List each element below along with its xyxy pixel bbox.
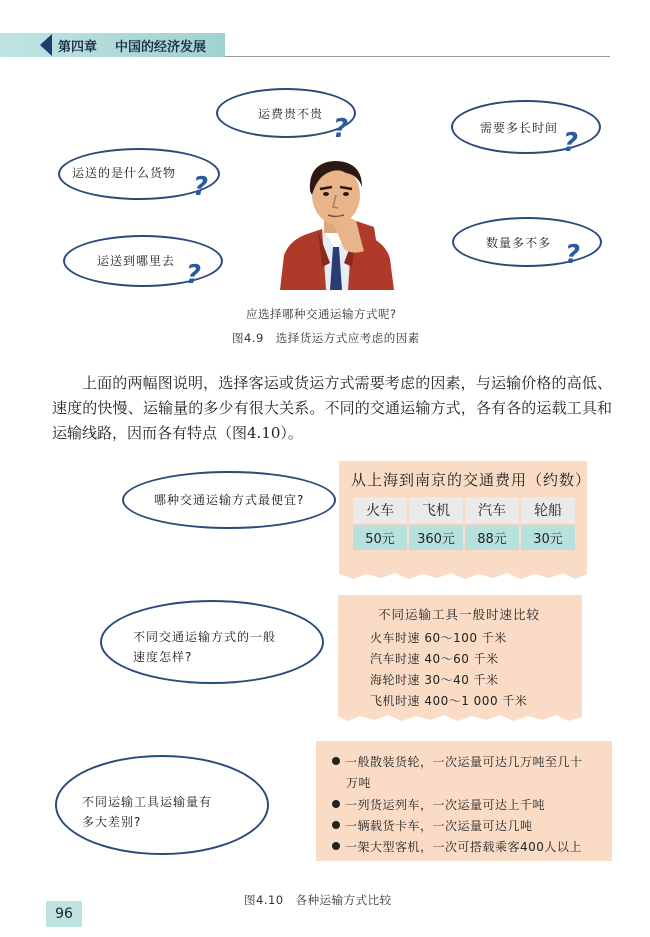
fare-price-plane: 360元 xyxy=(408,524,464,551)
body-paragraph xyxy=(52,371,612,446)
bubble-dest-text: 运送到哪里去 xyxy=(97,254,176,268)
fare-price-bus: 88元 xyxy=(464,524,520,551)
capacity-item-train xyxy=(332,796,545,813)
header-rule xyxy=(225,56,610,57)
torn-edge xyxy=(339,570,587,580)
speed-line-bus: 汽车时速 40～60 千米 xyxy=(370,652,499,666)
speed-line-plane: 飞机时速 400～1 000 千米 xyxy=(370,694,528,708)
speed-line-ship: 海轮时速 30～40 千米 xyxy=(370,673,499,687)
bubble-cost-text: 运费贵不贵 xyxy=(258,107,324,121)
fare-mode-plane: 飞机 xyxy=(408,496,464,524)
bullet-icon xyxy=(332,842,340,850)
fare-mode-train: 火车 xyxy=(352,496,408,524)
capacity-item-truck-text: 一辆载货卡车，一次运量可达几吨 xyxy=(345,819,533,833)
figure-question: 应选择哪种交通运输方式呢? xyxy=(246,307,397,321)
fare-mode-bus: 汽车 xyxy=(464,496,520,524)
question-mark-icon: ? xyxy=(565,240,581,270)
speed-line-train: 火车时速 60～100 千米 xyxy=(370,631,507,645)
question-mark-icon: ? xyxy=(563,128,579,158)
bubble-speed-text-1: 不同交通运输方式的一般 xyxy=(133,630,277,644)
capacity-item-ship-text: 一般散装货轮，一次运量可达几万吨至几十 xyxy=(345,755,583,769)
question-mark-icon: ? xyxy=(333,114,349,144)
header-triangle-icon xyxy=(40,34,52,56)
fare-card xyxy=(339,461,592,571)
bubble-capacity-text-1: 不同运输工具运输量有 xyxy=(82,795,213,809)
body-paragraph-text: 上面的两幅图说明，选择客运或货运方式需要考虑的因素，与运输价格的高低、速度的快慢、运输量的多少有很大关系。不同的交通运输方式，各有各的运载工具和运输线路，因而各有特点（图4.10）。 xyxy=(52,374,612,442)
capacity-item-plane-text: 一架大型客机，一次可搭载乘客400人以上 xyxy=(345,840,582,854)
bubble-goods-text: 运送的是什么货物 xyxy=(72,166,177,180)
fare-card-title: 从上海到南京的交通费用（约数） xyxy=(351,471,592,489)
fare-price-ship: 30元 xyxy=(520,524,576,551)
question-mark-icon: ? xyxy=(193,172,209,202)
speed-card-title: 不同运输工具一般时速比较 xyxy=(378,607,541,622)
page-number: 96 xyxy=(46,901,82,927)
bubble-capacity-text-2: 多大差别? xyxy=(82,815,142,829)
capacity-card xyxy=(316,741,612,861)
fare-price-train: 50元 xyxy=(352,524,408,551)
capacity-item-plane xyxy=(332,838,582,855)
question-mark-icon: ? xyxy=(186,260,202,290)
capacity-item-ship-cont: 万吨 xyxy=(346,776,372,790)
bubble-speed-text-2: 速度怎样? xyxy=(133,650,193,664)
fare-mode-ship: 轮船 xyxy=(520,496,576,524)
bubble-cheapest-text: 哪种交通运输方式最便宜? xyxy=(154,493,305,507)
capacity-item-train-text: 一列货运列车，一次运量可达上千吨 xyxy=(345,798,546,812)
thinking-man-illustration xyxy=(278,155,396,290)
chapter-title: 中国的经济发展 xyxy=(115,40,207,55)
figure-caption-4-9: 图4.9 选择货运方式应考虑的因素 xyxy=(232,331,420,345)
capacity-item-ship xyxy=(332,753,583,770)
bullet-icon xyxy=(332,800,340,808)
bullet-icon xyxy=(332,757,340,765)
chapter-label: 第四章 xyxy=(58,40,98,55)
torn-edge xyxy=(338,712,582,722)
figure-caption-4-10: 图4.10 各种运输方式比较 xyxy=(244,893,392,907)
bubble-time-text: 需要多长时间 xyxy=(480,121,559,135)
speed-card xyxy=(338,595,582,713)
bullet-icon xyxy=(332,821,340,829)
bubble-amount-text: 数量多不多 xyxy=(486,236,552,250)
capacity-item-truck xyxy=(332,817,533,834)
fare-table xyxy=(351,495,577,552)
